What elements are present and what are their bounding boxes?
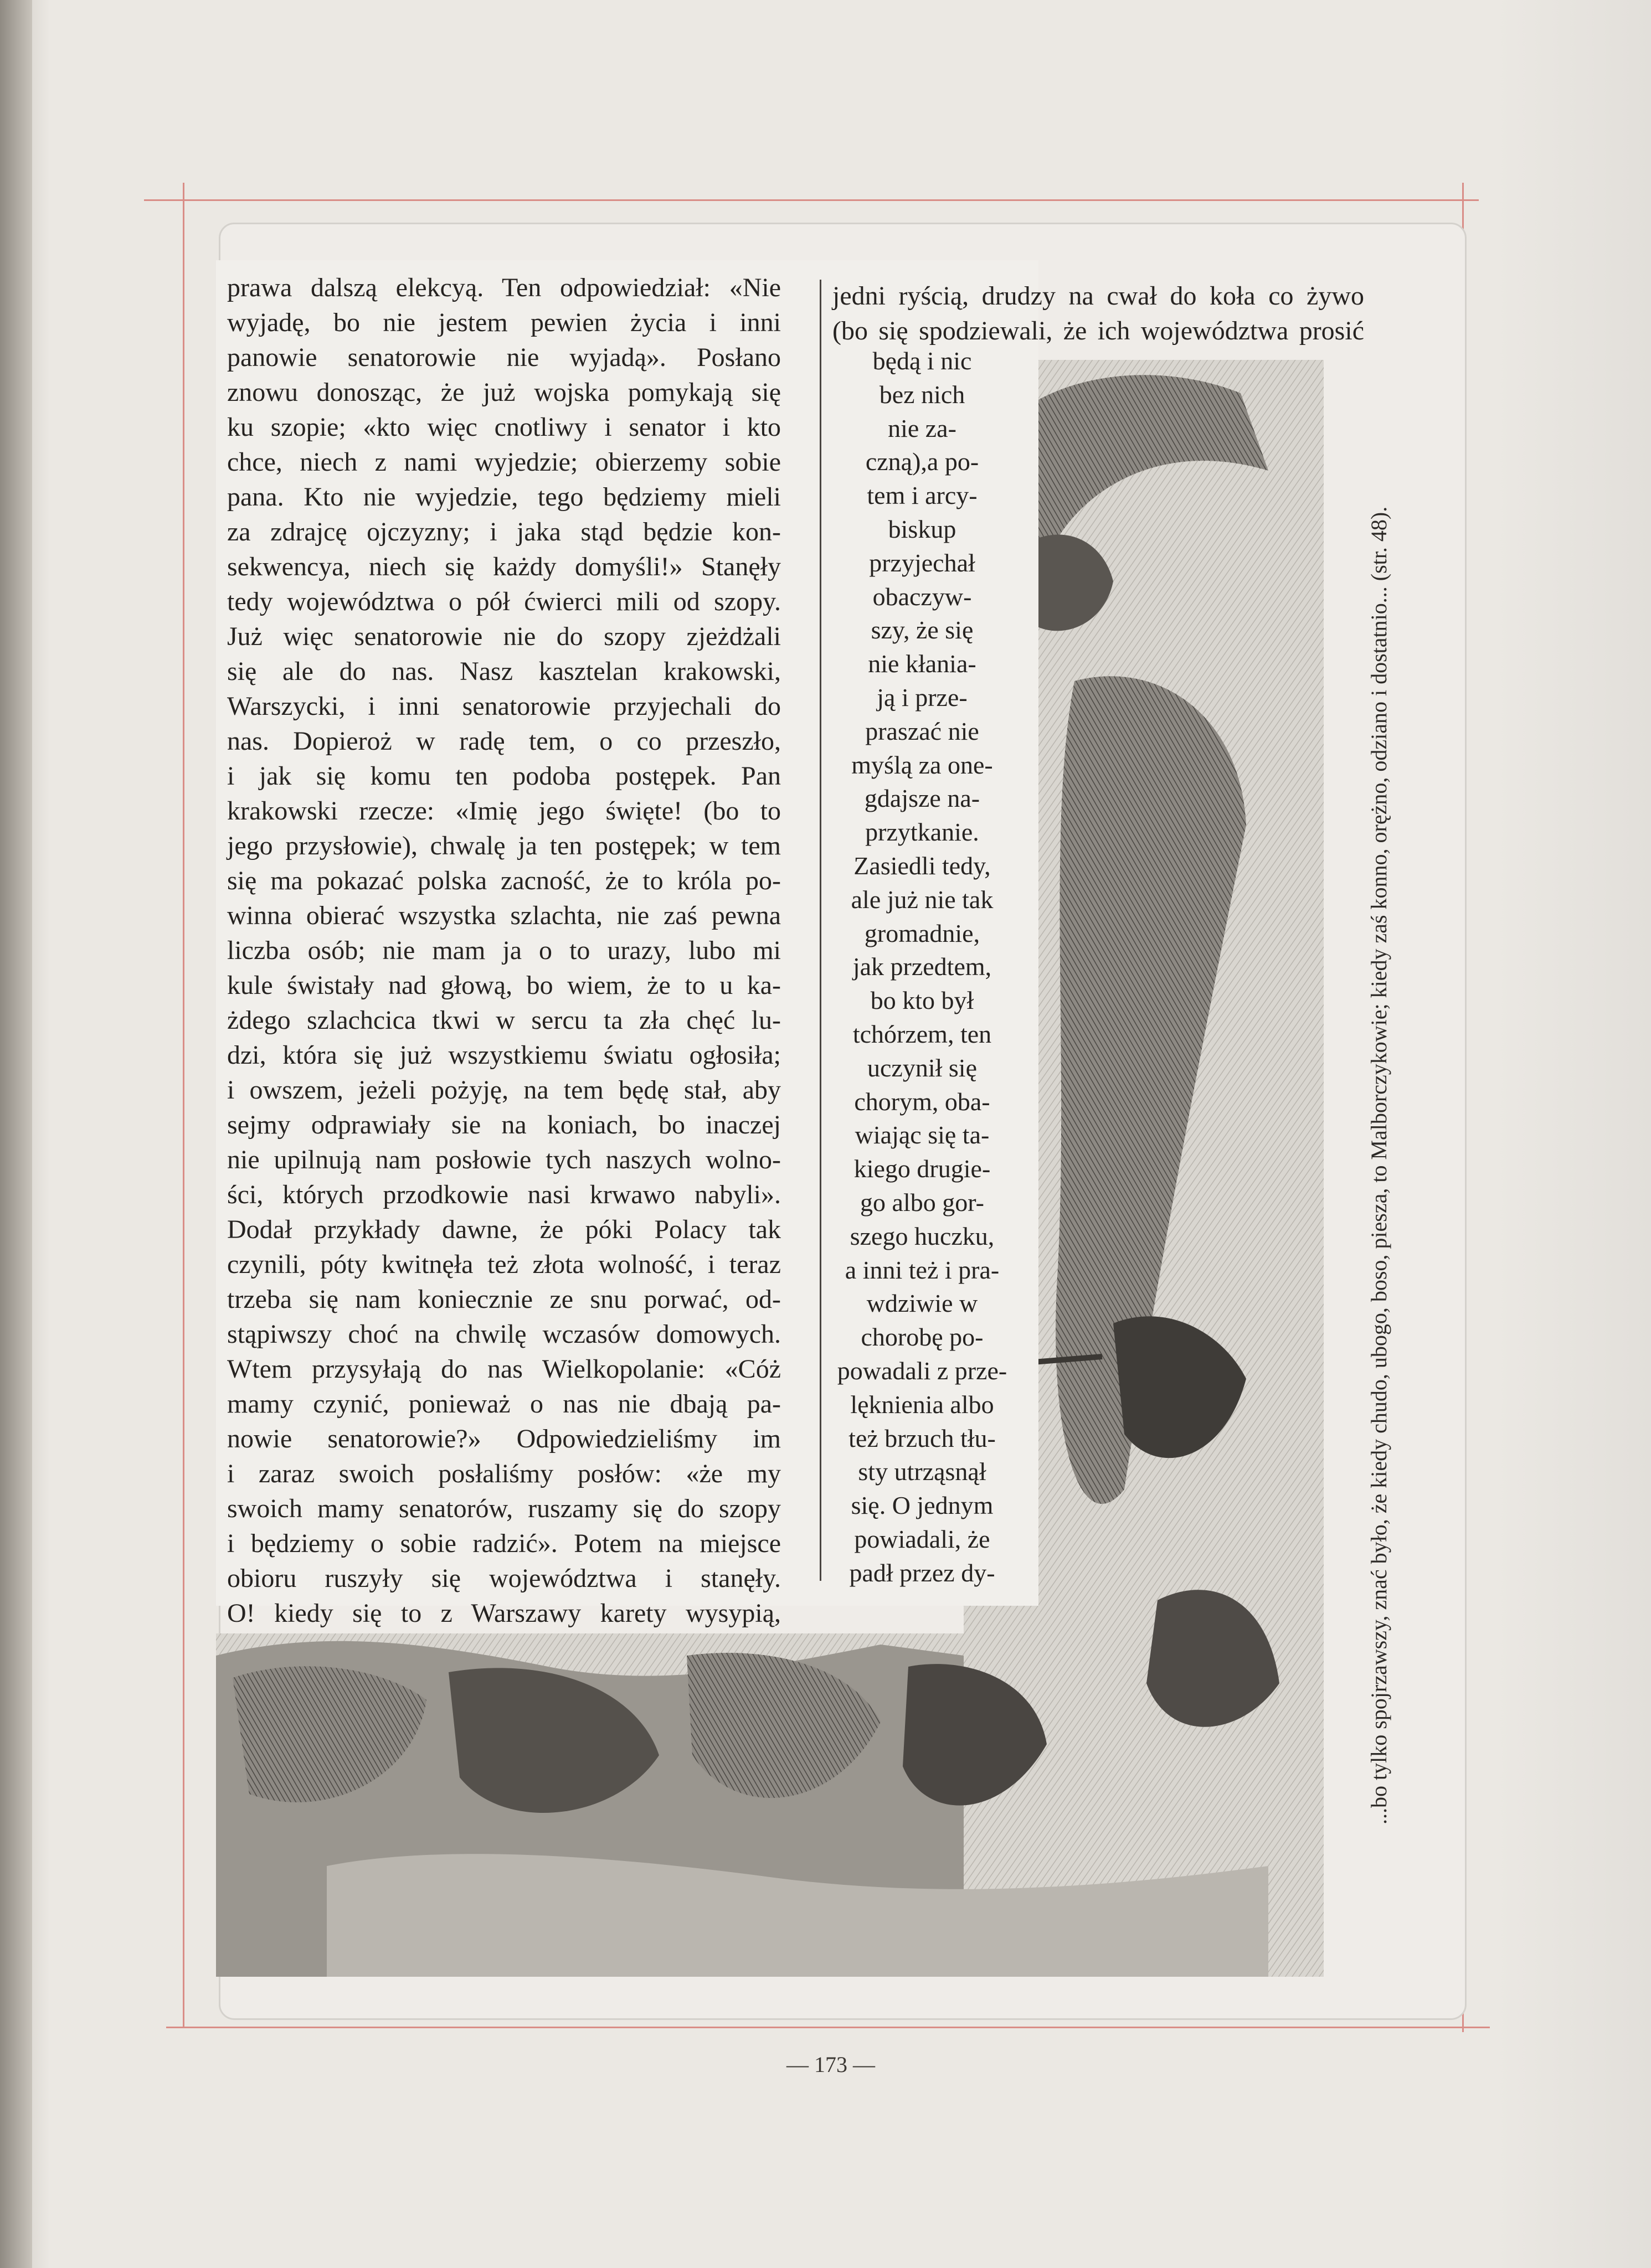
text-line: liczba osób; nie mam ja o to urazy, lubo mi: [227, 936, 781, 965]
text-line: biskup: [888, 514, 956, 543]
text-line: nie kłania-: [868, 650, 976, 678]
text-line: (bo się spodziewali, że ich województwa prosić: [832, 316, 1364, 346]
text-line: mamy czynić, ponieważ o nas nie dbają pa-: [227, 1389, 781, 1419]
text-line: tchórzem, ten: [852, 1019, 992, 1048]
text-line: bo kto był: [870, 986, 974, 1015]
text-line: go albo gor-: [860, 1188, 984, 1217]
text-line: tem i arcy-: [867, 481, 978, 510]
text-line: i zaraz swoich posłaliśmy posłów: «że my: [227, 1459, 781, 1488]
text-line: nie za-: [888, 414, 956, 442]
right-column-narrow-text: [831, 344, 1014, 1590]
text-line: trzeba się nam koniecznie ze snu porwać, od-: [227, 1285, 781, 1314]
text-line: się ale do nas. Nasz kasztelan krakowski,: [227, 657, 781, 686]
text-line: się. O jednym: [851, 1491, 994, 1520]
text-line: Już więc senatorowie nie do szopy zjeżdżali: [227, 622, 781, 651]
text-line: Zasiedli tedy,: [853, 851, 991, 880]
text-line: też brzuch tłu-: [848, 1424, 996, 1452]
frame-top-line: [144, 199, 1479, 201]
text-line: wdziwie w: [866, 1289, 978, 1318]
text-line: żdego szlachcica tkwi w sercu ta zła chęć lu-: [227, 1006, 781, 1035]
text-line: i owszem, jeżeli pożyję, na tem będę stał, aby: [227, 1075, 781, 1105]
text-line: czną),a po-: [865, 447, 979, 476]
page-number: — 173 —: [786, 2052, 875, 2077]
text-line: dzi, która się już wszystkiemu światu ogłosiła;: [227, 1040, 781, 1070]
text-line: Warszycki, i inni senatorowie przyjechali do: [227, 692, 781, 721]
text-line: Wtem przysyłają do nas Wielkopolanie: «Cóż: [227, 1354, 781, 1384]
text-line: Dodał przykłady dawne, że póki Polacy tak: [227, 1215, 781, 1244]
text-line: nas. Dopieroż w radę tem, o co przeszło,: [227, 726, 781, 756]
text-line: pana. Kto nie wyjedzie, tego będziemy mieli: [227, 482, 781, 512]
text-line: gromadnie,: [864, 919, 980, 947]
text-line: się ma pokazać polska zacność, że to króla po-: [227, 866, 781, 895]
text-line: krakowski rzecze: «Imię jego święte! (bo to: [227, 796, 781, 826]
text-line: stąpiwszy choć na chwilę wczasów domowych.: [227, 1319, 781, 1349]
text-line: ści, których przodkowie nasi krwawo nabyli».: [227, 1180, 781, 1209]
frame-left-line: [183, 183, 184, 2027]
left-column-text: [227, 270, 781, 1631]
column-divider: [820, 280, 821, 1581]
text-line: myślą za one-: [851, 750, 993, 779]
text-line: padł przez dy-: [849, 1558, 995, 1587]
text-line: ku szopie; «kto więc cnotliwy i senator i kto: [227, 413, 781, 442]
text-line: kule świstały nad głową, bo wiem, że to u ka-: [227, 971, 781, 1000]
text-line: będą i nic: [872, 347, 972, 375]
text-line: winna obierać wszystka szlachta, nie zaś pewna: [227, 901, 781, 930]
text-line: czynili, póty kwitnęła też złota wolność, i teraz: [227, 1250, 781, 1279]
right-column-top-text: [832, 279, 1364, 348]
text-line: kiego drugie-: [853, 1154, 991, 1183]
text-line: wiając się ta-: [855, 1121, 990, 1150]
text-line: swoich mamy senatorów, ruszamy się do szopy: [227, 1494, 781, 1523]
text-line: bez nich: [879, 380, 965, 409]
text-line: powadali z prze-: [837, 1356, 1007, 1385]
text-line: panowie senatorowie nie wyjadą». Posłano: [227, 343, 781, 372]
text-line: powiadali, że: [854, 1524, 990, 1553]
text-line: wyjadę, bo nie jestem pewien życia i inni: [227, 308, 781, 337]
text-line: prawa dalszą elekcyą. Ten odpowiedział: «Nie: [227, 273, 781, 302]
text-line: praszać nie: [865, 717, 979, 745]
text-line: nie upilnują nam posłowie tych naszych wolno-: [227, 1145, 781, 1174]
text-line: i będziemy o sobie radzić». Potem na miejsce: [227, 1529, 781, 1558]
text-line: sty utrząsnął: [858, 1457, 986, 1486]
text-line: sejmy odprawiały sie na koniach, bo inaczej: [227, 1110, 781, 1140]
text-line: gdajsze na-: [864, 784, 980, 813]
text-line: jedni ryścią, drudzy na cwał do koła co żywo: [832, 281, 1364, 311]
text-line: za zdrajcę ojczyzny; i jaka stąd będzie kon-: [227, 517, 781, 547]
text-line: przytkanie.: [865, 818, 979, 847]
text-line: i jak się komu ten podoba postępek. Pan: [227, 761, 781, 791]
text-line: lęknienia albo: [850, 1390, 994, 1419]
frame-bottom-line: [166, 2027, 1490, 2028]
text-line: O! kiedy się to z Warszawy karety wysypią,: [227, 1599, 781, 1628]
text-line: ale już nie tak: [851, 885, 994, 914]
text-line: obioru ruszyły się województwa i stanęły.: [227, 1564, 781, 1593]
text-line: ją i prze-: [877, 683, 968, 712]
text-line: szy, że się: [871, 616, 974, 645]
text-line: jak przedtem,: [852, 952, 992, 981]
text-line: chorym, oba-: [854, 1087, 990, 1116]
text-line: chorobę po-: [861, 1323, 984, 1352]
text-line: sekwencya, niech się każdy domyśli!» Stanęły: [227, 552, 781, 581]
text-line: a inni też i pra-: [845, 1255, 1000, 1284]
text-line: przyjechał: [869, 548, 975, 577]
text-line: nowie senatorowie?» Odpowiedzieliśmy im: [227, 1424, 781, 1453]
text-line: obaczyw-: [872, 582, 972, 611]
illustration-caption: ...bo tylko spojrzawszy, znać było, że kiedy chudo, ubogo, boso, piesza, to Malborczykowie; kiedy zaś konno, orężno, odziano i dostatnio... (str. 48).: [1366, 506, 1391, 1824]
text-line: chce, niech z nami wyjedzie; obierzemy sobie: [227, 447, 781, 477]
text-line: tedy województwa o pół ćwierci mili od szopy.: [227, 587, 781, 616]
text-line: szego huczku,: [850, 1221, 995, 1250]
text-line: jego przysłowie), chwalę ja ten postępek; w tem: [227, 831, 781, 860]
book-gutter: [0, 0, 32, 2268]
text-line: uczynił się: [867, 1053, 977, 1082]
text-line: znowu donosząc, że już wojska pomykają się: [227, 378, 781, 407]
